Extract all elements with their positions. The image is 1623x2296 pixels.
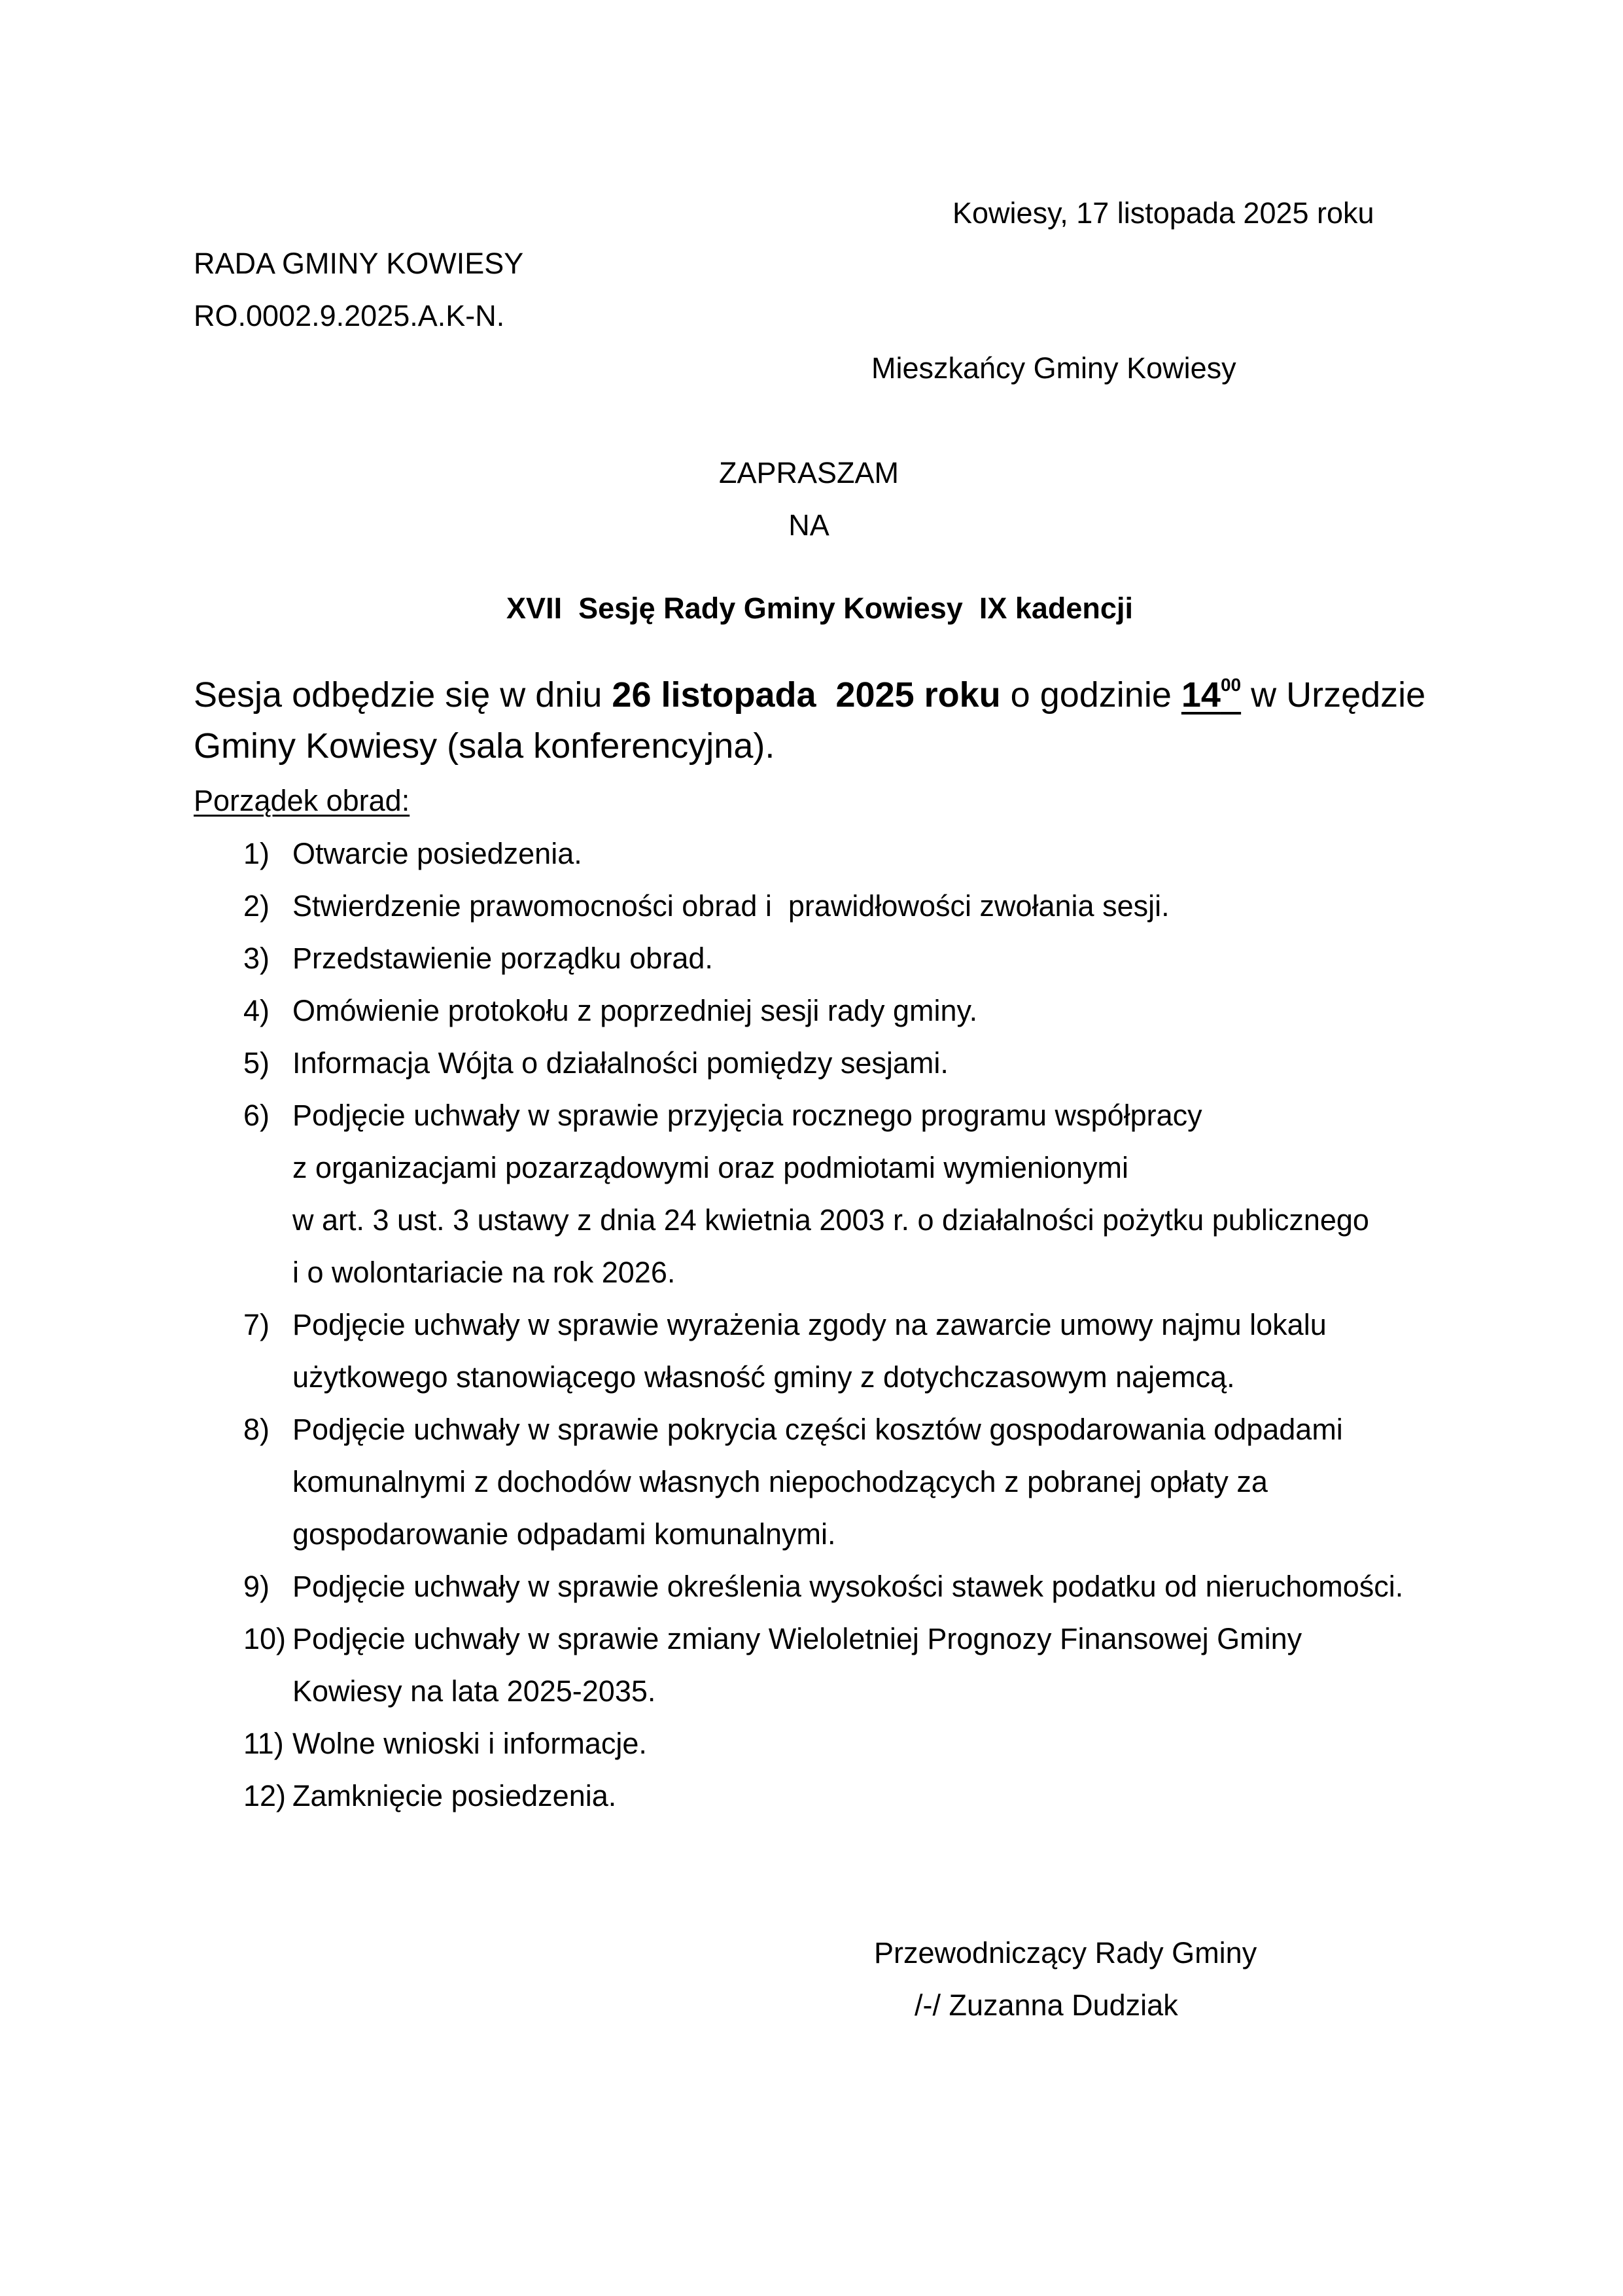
intro-paragraph-line-2: Gminy Kowiesy (sala konferencyjna). [194, 726, 775, 766]
session-time [1181, 675, 1241, 715]
agenda-item-text: Podjęcie uchwały w sprawie zmiany Wieloletniej Prognozy Finansowej Gminy [292, 1622, 1302, 1655]
agenda-item-text: Stwierdzenie prawomocności obrad i prawidłowości zwołania sesji. [292, 889, 1170, 923]
agenda-item-text: Zamknięcie posiedzenia. [292, 1779, 617, 1812]
agenda-item-number: 8) [243, 1413, 270, 1446]
signature-role: Przewodniczący Rady Gminy [874, 1936, 1257, 1969]
agenda-item-number: 1) [243, 837, 270, 870]
agenda-item-text: Wolne wnioski i informacje. [292, 1727, 647, 1760]
agenda-item-number: 10) [243, 1622, 287, 1655]
title-line-3: XVII Sesję Rady Gminy Kowiesy IX kadencji [506, 592, 1133, 625]
agenda-item-number: 6) [243, 1099, 270, 1132]
intro-text-2: o godzinie [1000, 675, 1181, 715]
agenda-heading: Porządek obrad: [194, 784, 410, 817]
agenda-item-text: Podjęcie uchwały w sprawie określenia wysokości stawek podatku od nieruchomości. [292, 1570, 1404, 1603]
agenda-item-text: użytkowego stanowiącego własność gminy z dotychczasowym najemcą. [292, 1360, 1235, 1394]
intro-text-1: Sesja odbędzie się w dniu [194, 675, 612, 715]
agenda-item-text: w art. 3 ust. 3 ustawy z dnia 24 kwietnia 2003 r. o działalności pożytku publicznego [292, 1203, 1369, 1237]
agenda-item-number: 12) [243, 1779, 287, 1812]
signature-name: /-/ Zuzanna Dudziak [915, 1988, 1178, 2022]
agenda-item-text: gospodarowanie odpadami komunalnymi. [292, 1517, 836, 1551]
session-hour: 14 [1181, 675, 1221, 715]
agenda-item-number: 7) [243, 1308, 270, 1341]
session-minutes: 00 [1220, 675, 1242, 695]
addressee: Mieszkańcy Gminy Kowiesy [871, 351, 1236, 385]
session-date: 26 listopada 2025 roku [612, 675, 1001, 715]
issuer-name: RADA GMINY KOWIESY [194, 247, 524, 280]
agenda-item-text: Informacja Wójta o działalności pomiędzy sesjami. [292, 1046, 949, 1080]
agenda-item-number: 2) [243, 889, 270, 923]
agenda-item-text: Przedstawienie porządku obrad. [292, 942, 713, 975]
agenda-item-text: i o wolontariacie na rok 2026. [292, 1256, 676, 1289]
agenda-item-text: Omówienie protokołu z poprzedniej sesji rady gminy. [292, 994, 978, 1027]
agenda-item-number: 4) [243, 994, 270, 1027]
agenda-item-text: Podjęcie uchwały w sprawie przyjęcia rocznego programu współpracy [292, 1099, 1202, 1132]
intro-text-3: w Urzędzie [1241, 675, 1426, 715]
agenda-item-text: Kowiesy na lata 2025-2035. [292, 1674, 656, 1708]
title-line-2: NA [788, 508, 829, 542]
session-title [0, 564, 1623, 623]
agenda-item-text: Podjęcie uchwały w sprawie pokrycia części kosztów gospodarowania odpadami [292, 1413, 1343, 1446]
agenda-item-number: 5) [243, 1046, 270, 1080]
intro-paragraph-line-1 [194, 677, 1425, 713]
title-invite [0, 458, 1623, 487]
agenda-item-text: Otwarcie posiedzenia. [292, 837, 582, 870]
agenda-item-number: 3) [243, 942, 270, 975]
agenda-item-number: 11) [243, 1727, 284, 1760]
title-line-1: ZAPRASZAM [718, 456, 899, 489]
title-na [0, 510, 1623, 540]
agenda-item-text: komunalnymi z dochodów własnych niepochodzących z pobranej opłaty za [292, 1465, 1268, 1498]
reference-number: RO.0002.9.2025.A.K-N. [194, 299, 505, 332]
agenda-item-text: Podjęcie uchwały w sprawie wyrażenia zgody na zawarcie umowy najmu lokalu [292, 1308, 1327, 1341]
place-date: Kowiesy, 17 listopada 2025 roku [952, 196, 1374, 230]
agenda-item-number: 9) [243, 1570, 270, 1603]
agenda-item-text: z organizacjami pozarządowymi oraz podmiotami wymienionymi [292, 1151, 1128, 1184]
